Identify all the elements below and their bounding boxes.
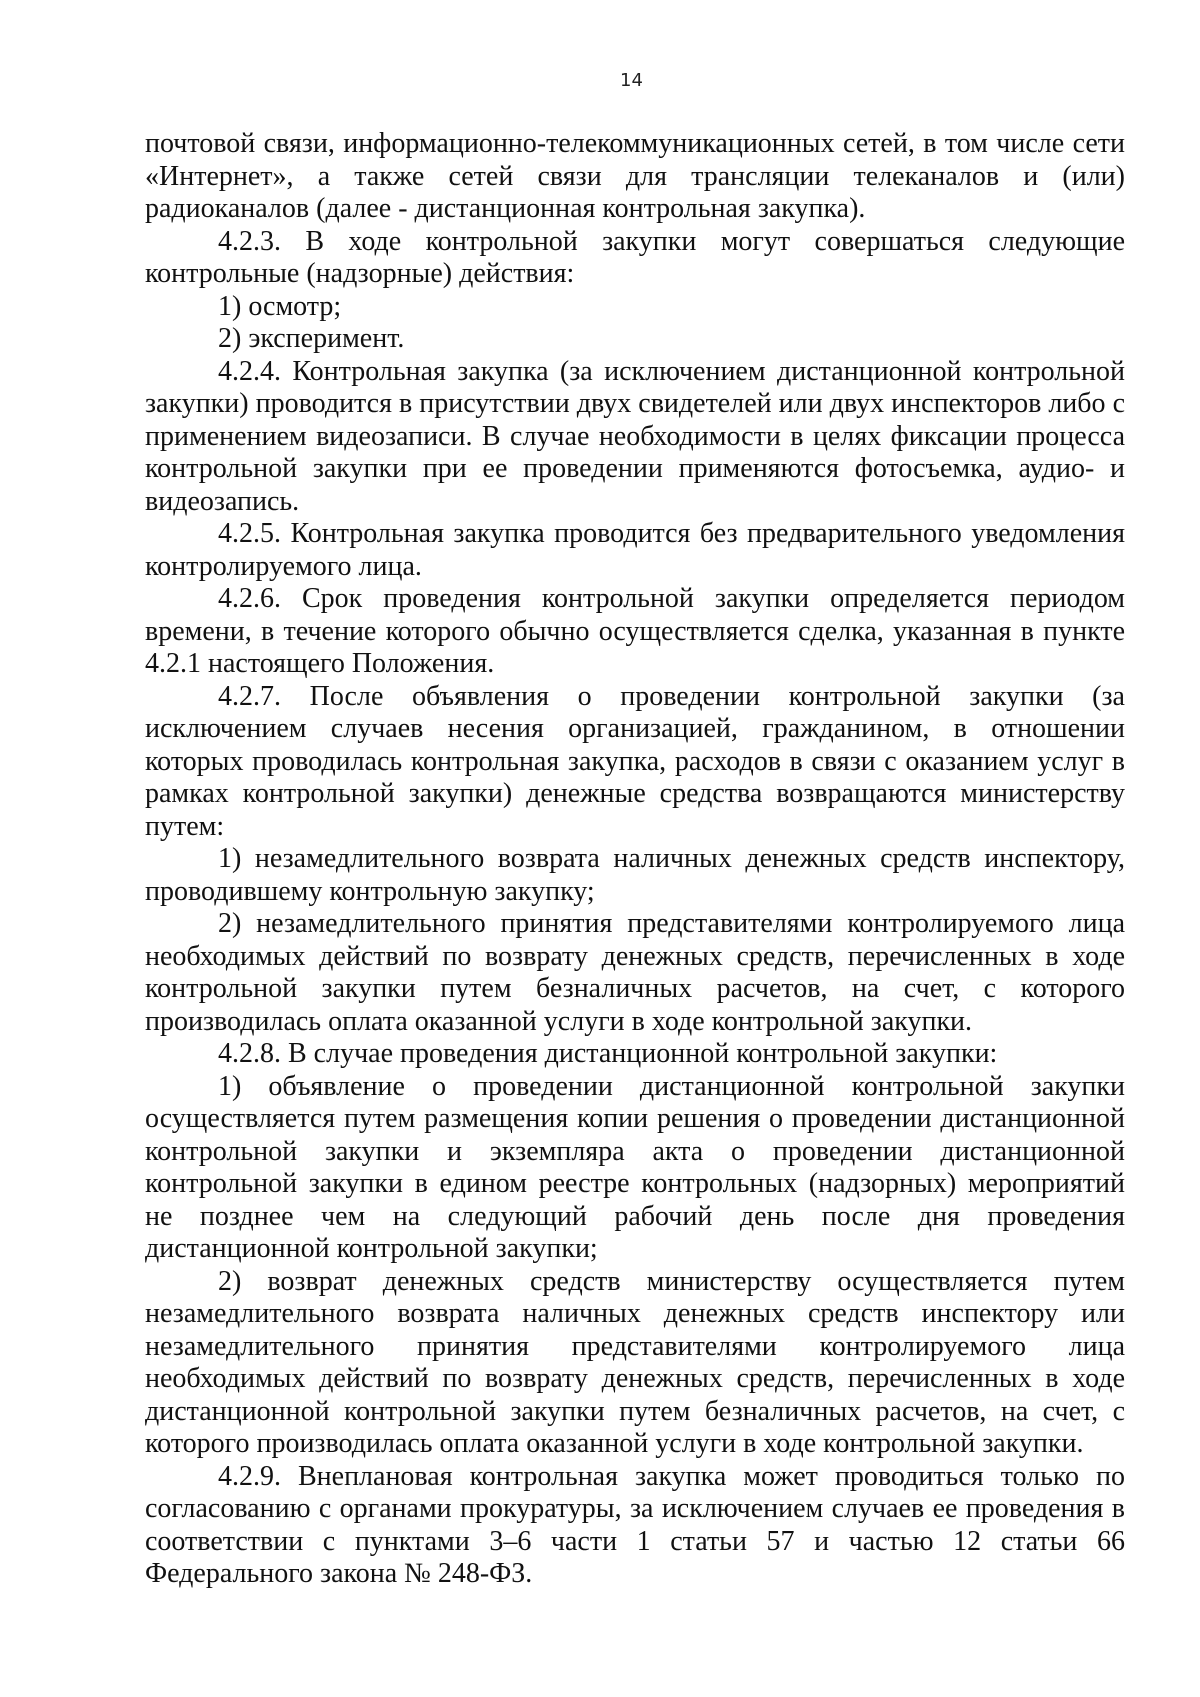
page-number: 14 xyxy=(620,70,643,91)
list-item-inspection: 1) осмотр; xyxy=(218,290,342,322)
paragraph-4-2-8: 4.2.8. В случае проведения дистанционной контрольной закупки: xyxy=(218,1038,998,1069)
paragraph-4-2-5: 4.2.5. Контрольная закупка проводится без предварительного уведомления контролируемого лица. xyxy=(145,518,1125,582)
list-item-experiment: 2) эксперимент. xyxy=(218,323,405,354)
paragraph-4-2-7: 4.2.7. После объявления о проведении контрольной закупки (за исключением случаев несения организацией, гражданином, в отношении которых проводилась контрольная закупка, расходов в связи с оказанием услуг в рамках контрольной закупки) денежные средства возвращаются министерству путем: xyxy=(145,680,1125,842)
paragraph-4-2-6: 4.2.6. Срок проведения контрольной закупки определяется периодом времени, в течение которого обычно осуществляется сделка, указанная в пункте 4.2.1 настоящего Положения. xyxy=(145,583,1125,679)
list-item-announcement: 1) объявление о проведении дистанционной контрольной закупки осуществляется путем размещения копии решения о проведении дистанционной контрольной закупки и экземпляра акта о проведении дистанционной контрольной закупки в едином реестре контрольных (надзорных) мероприятий не позднее чем на следующий рабочий день после дня проведения дистанционной контрольной закупки; xyxy=(145,1070,1125,1264)
paragraph-continuation: почтовой связи, информационно-телекоммуникационных сетей, в том числе сети «Интернет», а также сетей связи для трансляции телеканалов и (или) радиоканалов (далее - дистанционная контрольная закупка). xyxy=(145,128,1125,224)
paragraph-4-2-3: 4.2.3. В ходе контрольной закупки могут совершаться следующие контрольные (надзорные) действия: xyxy=(145,225,1125,289)
list-item-noncash-return: 2) незамедлительного принятия представителями контролируемого лица необходимых действий по возврату денежных средств, перечисленных в ходе контрольной закупки путем безналичных расчетов, на счет, с которого производилась оплата оказанной услуги в ходе контрольной закупки. xyxy=(145,908,1125,1037)
list-item-cash-return: 1) незамедлительного возврата наличных денежных средств инспектору, проводившему контрольную закупку; xyxy=(145,843,1125,907)
document-body xyxy=(145,128,1125,1591)
list-item-funds-return: 2) возврат денежных средств министерству осуществляется путем незамедлительного возврата наличных денежных средств инспектору или незамедлительного принятия представителями контролируемого лица необходимых действий по возврату денежных средств, перечисленных в ходе дистанционной контрольной закупки путем безналичных расчетов, на счет, с которого производилась оплата оказанной услуги в ходе контрольной закупки. xyxy=(145,1265,1125,1459)
paragraph-4-2-9: 4.2.9. Внеплановая контрольная закупка может проводиться только по согласованию с органами прокуратуры, за исключением случаев ее проведения в соответствии с пунктами 3–6 части 1 статьи 57 и частью 12 статьи 66 Федерального закона № 248-ФЗ. xyxy=(145,1460,1125,1589)
paragraph-4-2-4: 4.2.4. Контрольная закупка (за исключением дистанционной контрольной закупки) проводится в присутствии двух свидетелей или двух инспекторов либо с применением видеозаписи. В случае необходимости в целях фиксации процесса контрольной закупки при ее проведении применяются фотосъемка, аудио- и видеозапись. xyxy=(145,355,1125,517)
